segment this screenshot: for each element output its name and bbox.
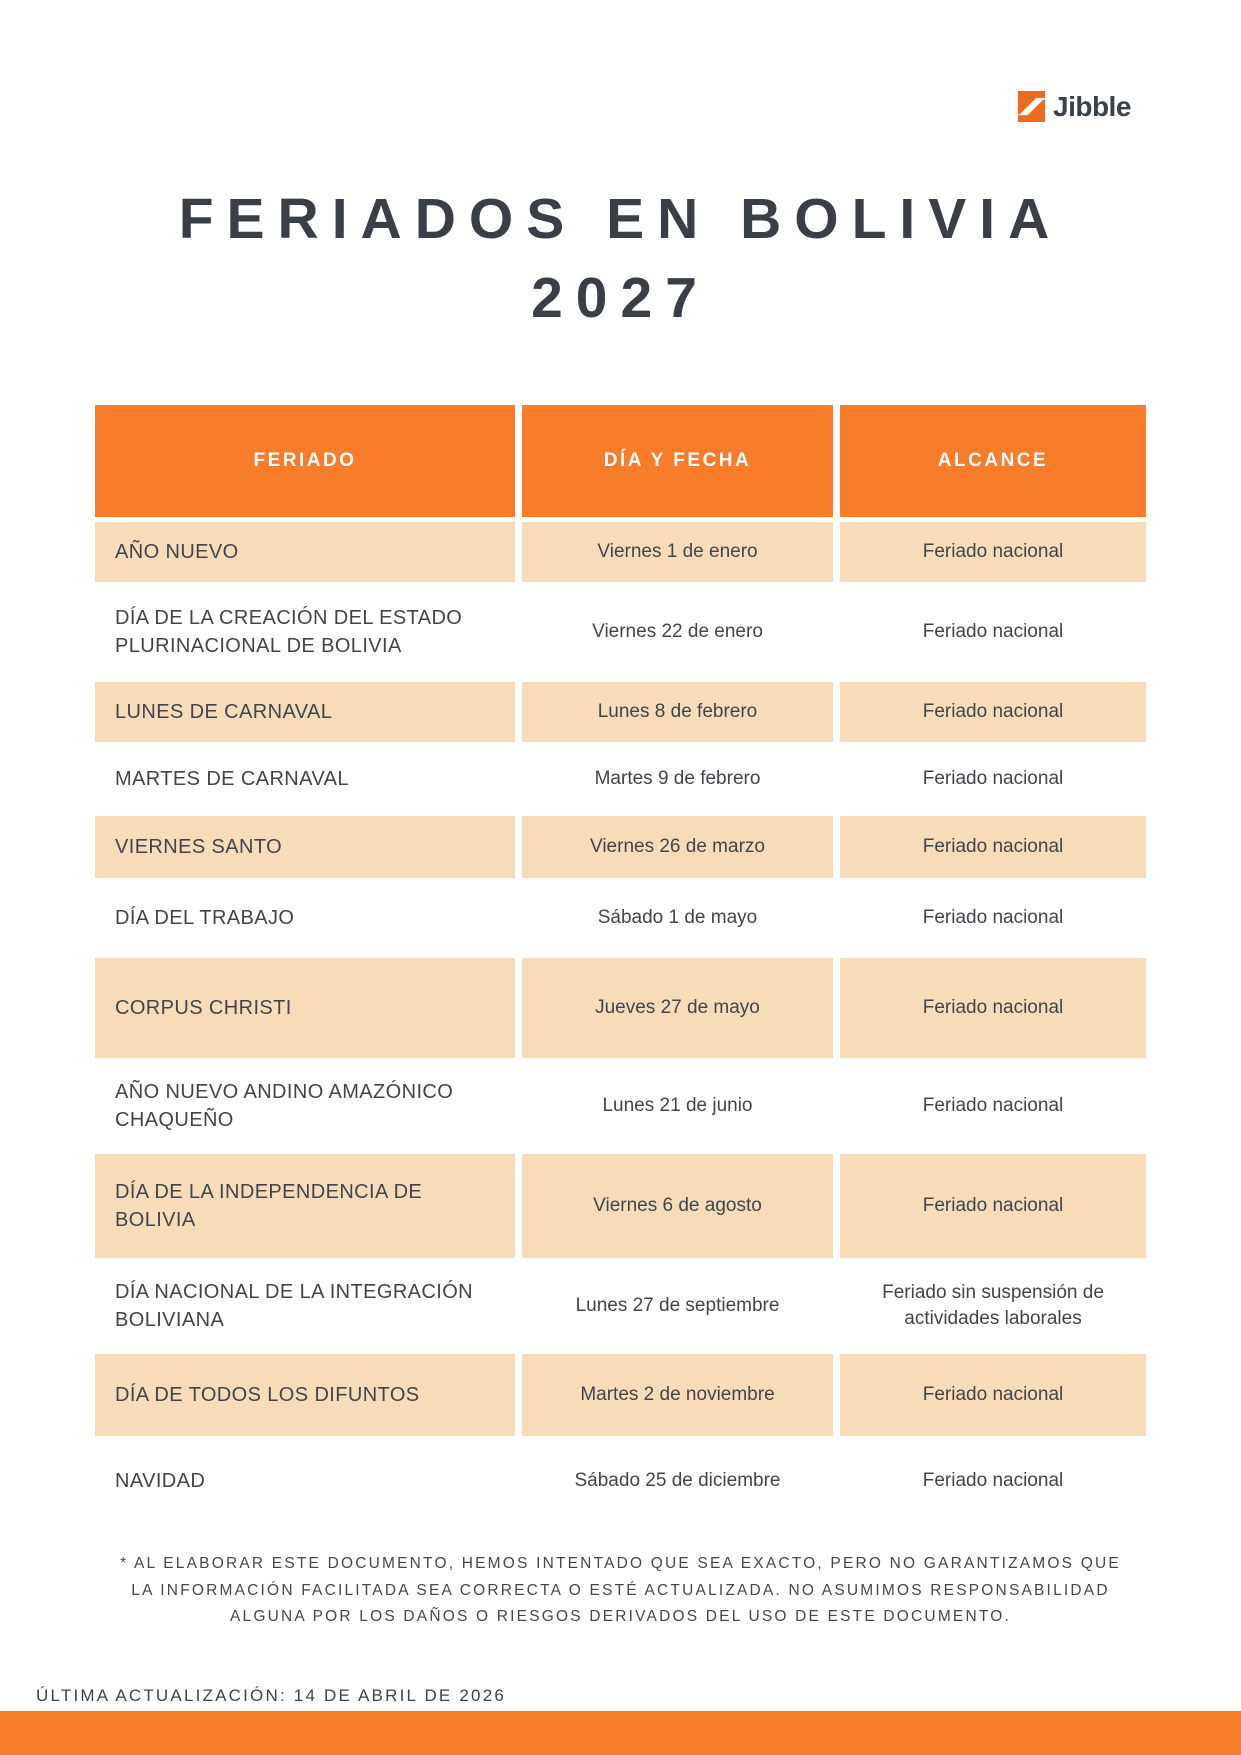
page-title-line2: 2027 [531,266,710,330]
table-row [95,883,1146,953]
holiday-date-cell: Lunes 8 de febrero [522,682,833,742]
table-row [95,1063,1146,1149]
holiday-date-cell: Jueves 27 de mayo [522,958,833,1058]
holiday-scope-cell: Feriado nacional [922,1095,1064,1116]
table-row [95,522,1146,582]
table-row [95,1263,1146,1349]
holiday-name-cell: DÍA DE LA CREACIÓN DEL ESTADO PLURINACIONAL DE BOLIVIA [115,607,463,657]
holiday-scope-cell: Feriado nacional [840,1354,1146,1436]
bottom-accent-bar [0,1711,1241,1755]
holiday-date-cell: Martes 9 de febrero [594,768,761,789]
holiday-scope-cell: Feriado nacional [922,907,1064,928]
holidays-table [95,405,1146,1521]
holiday-name-cell: LUNES DE CARNAVAL [95,682,515,742]
holiday-scope-cell: Feriado nacional [840,682,1146,742]
holiday-name-cell: AÑO NUEVO ANDINO AMAZÓNICO CHAQUEÑO [115,1081,454,1131]
header-dia-y-fecha: DÍA Y FECHA [522,405,833,517]
holiday-scope-cell: Feriado nacional [840,1154,1146,1258]
holiday-scope-cell: Feriado nacional [840,816,1146,878]
holiday-date-cell: Lunes 27 de septiembre [575,1295,780,1316]
table-header-row [95,405,1146,517]
table-row [95,587,1146,677]
holiday-name-cell: DÍA NACIONAL DE LA INTEGRACIÓN BOLIVIANA [115,1281,474,1331]
disclaimer-text: * AL ELABORAR ESTE DOCUMENTO, HEMOS INTENTADO QUE SEA EXACTO, PERO NO GARANTIZAMOS QUE LA INFORMACIÓN FACILITADA SEA CORRECTA O ESTÉ ACTUALIZADA. NO ASUMIMOS RESPONSABILIDAD ALGUNA POR LOS DAÑOS O RIESGOS DERIVADOS DEL USO DE ESTE DOCUMENTO. [120,1555,1121,1625]
holiday-name-cell: DÍA DE TODOS LOS DIFUNTOS [95,1354,515,1436]
table-row [95,958,1146,1058]
holiday-scope-cell: Feriado nacional [840,522,1146,582]
holiday-scope-cell: Feriado nacional [922,768,1064,789]
holiday-name-cell: AÑO NUEVO [95,522,515,582]
holiday-date-cell: Viernes 6 de agosto [522,1154,833,1258]
holiday-date-cell: Viernes 22 de enero [592,621,763,642]
holiday-date-cell: Lunes 21 de junio [602,1095,753,1116]
holiday-date-cell: Viernes 1 de enero [522,522,833,582]
holiday-date-cell: Sábado 25 de diciembre [574,1470,781,1491]
table-row [95,1154,1146,1258]
table-row [95,682,1146,742]
holiday-name-cell: DÍA DE LA INDEPENDENCIA DE BOLIVIA [95,1154,515,1258]
jibble-brand-text: Jibble [1053,90,1131,122]
last-updated-text: ÚLTIMA ACTUALIZACIÓN: 14 DE ABRIL DE 2026 [36,1686,507,1705]
holiday-scope-cell: Feriado nacional [922,621,1064,642]
holiday-scope-cell: Feriado sin suspensión de actividades laborales [882,1282,1104,1329]
page-title-line1: FERIADOS EN BOLIVIA [178,187,1063,251]
holiday-name-cell: DÍA DEL TRABAJO [115,907,295,929]
holiday-name-cell: MARTES DE CARNAVAL [115,768,349,790]
table-row [95,1441,1146,1521]
table-row [95,1354,1146,1436]
header-alcance: ALCANCE [840,405,1146,517]
jibble-hourglass-icon [1016,90,1047,123]
header-feriado: FERIADO [95,405,515,517]
holiday-date-cell: Martes 2 de noviembre [522,1354,833,1436]
holiday-name-cell: NAVIDAD [115,1470,206,1492]
holiday-name-cell: CORPUS CHRISTI [95,958,515,1058]
holiday-scope-cell: Feriado nacional [922,1470,1064,1491]
holiday-name-cell: VIERNES SANTO [95,816,515,878]
holiday-date-cell: Sábado 1 de mayo [597,907,758,928]
table-row [95,816,1146,878]
page-title [0,180,1241,338]
jibble-logo [1016,90,1131,123]
holiday-date-cell: Viernes 26 de marzo [522,816,833,878]
holiday-scope-cell: Feriado nacional [840,958,1146,1058]
table-row [95,747,1146,811]
